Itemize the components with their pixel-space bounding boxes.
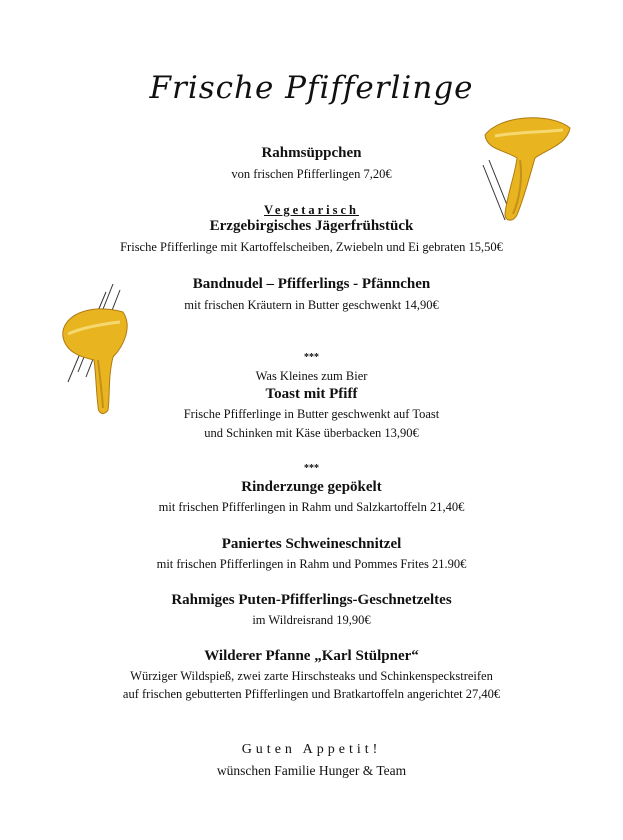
separator: *** [304,463,319,474]
dish-name: Wilderer Pfanne „Karl Stülpner“ [204,648,419,664]
dish-name: Toast mit Pfiff [265,386,358,402]
dish-name: Erzgebirgisches Jägerfrühstück [209,218,414,234]
dish-description: mit frischen Pfifferlingen in Rahm und Salzkartoffeln 21,40€ [158,500,465,514]
dish-name: Rinderzunge gepökelt [241,479,382,495]
dish-description: mit frischen Kräutern in Butter geschwenkt 14,90€ [184,298,439,312]
dish-description: auf frischen gebutterten Pfifferlingen und Bratkartoffeln angerichtet 27,40€ [122,687,501,701]
dish-description: und Schinken mit Käse überbacken 13,90€ [204,426,419,440]
separator: *** [304,352,319,363]
dish-name: Paniertes Schweineschnitzel [221,536,402,552]
category-heading: Vegetarisch [263,203,360,217]
dish-name: Bandnudel – Pfifferlings - Pfännchen [192,276,431,292]
dish-name: Rahmiges Puten-Pfifferlings-Geschnetzeltes [171,592,452,608]
section-intro: Was Kleines zum Bier [255,369,368,383]
dish-description: Würziger Wildspieß, zwei zarte Hirschsteaks und Schinkenspeckstreifen [130,669,493,683]
menu-title: Frische Pfifferlinge [149,70,474,106]
dish-description: Frische Pfifferlinge mit Kartoffelscheiben, Zwiebeln und Ei gebraten 15,50€ [120,240,503,254]
closing-greeting: Guten Appetit! [241,742,382,757]
dish-description: von frischen Pfifferlingen 7,20€ [231,167,392,181]
dish-description: im Wildreisrand 19,90€ [252,613,371,627]
dish-name: Rahmsüppchen [261,145,362,161]
closing-signature: wünschen Familie Hunger & Team [216,763,407,778]
dish-description: mit frischen Pfifferlingen in Rahm und Pommes Frites 21.90€ [156,557,467,571]
dish-description: Frische Pfifferlinge in Butter geschwenkt auf Toast [183,407,440,421]
